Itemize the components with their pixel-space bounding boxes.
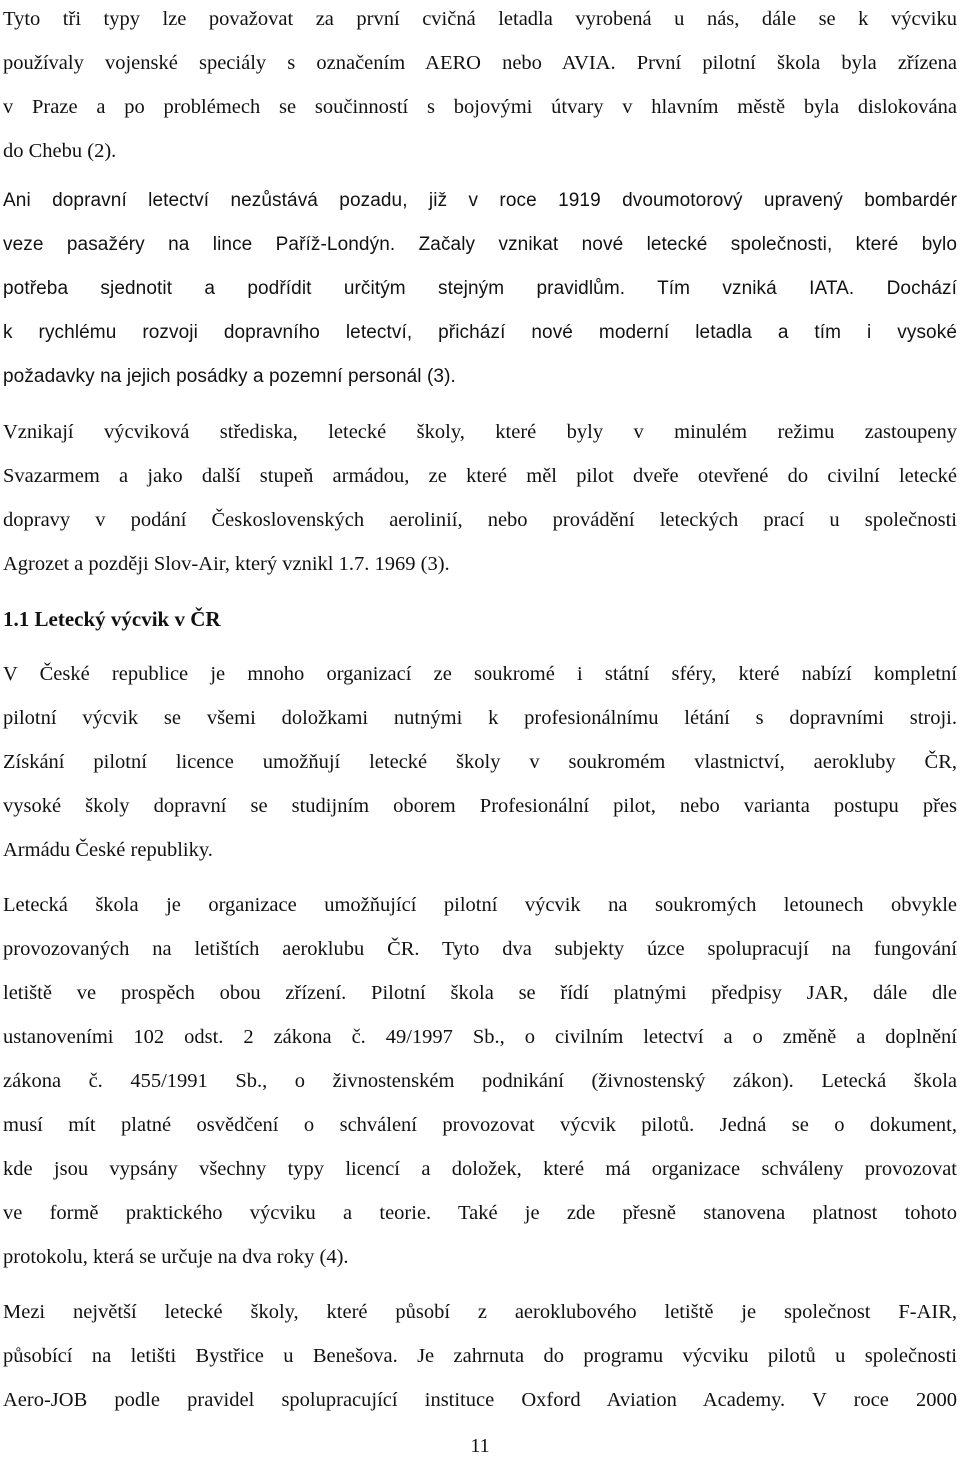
text-line: provozovaných na letištích aeroklubu ČR. Tyto dva subjekty úzce spolupracují na fungování [3, 938, 957, 960]
text-line: V České republice je mnoho organizací ze soukromé i státní sféry, které nabízí kompletní [3, 663, 957, 685]
text-line: vysoké školy dopravní se studijním oborem Profesionální pilot, nebo varianta postupu přes [3, 795, 957, 817]
text-line: Armádu České republiky. [3, 839, 213, 861]
text-line: Vznikají výcviková střediska, letecké školy, které byly v minulém režimu zastoupeny [3, 421, 957, 443]
text-line: k rychlému rozvoji dopravního letectví, přichází nové moderní letadla a tím i vysoké [3, 322, 957, 343]
text-line: kde jsou vypsány všechny typy licencí a doložek, které má organizace schváleny provozovat [3, 1158, 957, 1180]
text-line: požadavky na jejich posádky a pozemní personál (3). [3, 366, 456, 387]
text-line: do Chebu (2). [3, 140, 117, 162]
text-line: Aero-JOB podle pravidel spolupracující instituce Oxford Aviation Academy. V roce 2000 [3, 1389, 957, 1411]
text-line: musí mít platné osvědčení o schválení provozovat výcvik pilotů. Jedná se o dokument, [3, 1114, 957, 1136]
text-line: Letecká škola je organizace umožňující pilotní výcvik na soukromých letounech obvykle [3, 894, 957, 916]
text-line: protokolu, která se určuje na dva roky (4). [3, 1246, 349, 1268]
text-line: zákona č. 455/1991 Sb., o živnostenském podnikání (živnostenský zákon). Letecká škola [3, 1070, 957, 1092]
section-heading: 1.1 Letecký výcvik v ČR [3, 607, 221, 631]
text-line: veze pasažéry na lince Paříž-Londýn. Začaly vznikat nové letecké společnosti, které bylo [3, 234, 957, 255]
text-line: působící na letišti Bystřice u Benešova. Je zahrnuta do programu výcviku pilotů u společnosti [3, 1345, 957, 1367]
text-line: ustanoveními 102 odst. 2 zákona č. 49/1997 Sb., o civilním letectví a o změně a doplnění [3, 1026, 957, 1048]
text-line: Ani dopravní letectví nezůstává pozadu, již v roce 1919 dvoumotorový upravený bombardér [3, 190, 957, 211]
text-line: používaly vojenské speciály s označením AERO nebo AVIA. První pilotní škola byla zřízena [3, 52, 957, 74]
text-line: letiště ve prospěch obou zřízení. Pilotní škola se řídí platnými předpisy JAR, dále dle [3, 982, 957, 1004]
text-line: potřeba sjednotit a podřídit určitým stejným pravidlům. Tím vzniká IATA. Dochází [3, 278, 957, 299]
text-line: Agrozet a později Slov-Air, který vznikl 1.7. 1969 (3). [3, 553, 450, 575]
text-line: Získání pilotní licence umožňují letecké školy v soukromém vlastnictví, aerokluby ČR, [3, 751, 957, 773]
text-line: Tyto tři typy lze považovat za první cvičná letadla vyrobená u nás, dále se k výcviku [3, 8, 957, 30]
text-line: ve formě praktického výcviku a teorie. Také je zde přesně stanovena platnost tohoto [3, 1202, 957, 1224]
text-line: Mezi největší letecké školy, které působí z aeroklubového letiště je společnost F-AIR, [3, 1301, 957, 1323]
text-line: dopravy v podání Československých aerolinií, nebo provádění leteckých prací u společnosti [3, 509, 957, 531]
text-line: Svazarmem a jako další stupeň armádou, ze které měl pilot dveře otevřené do civilní letecké [3, 465, 957, 487]
page-number: 11 [470, 1435, 490, 1457]
text-line: pilotní výcvik se všemi doložkami nutnými k profesionálnímu létání s dopravními stroji. [3, 707, 957, 729]
text-line: v Praze a po problémech se součinností s bojovými útvary v hlavním městě byla dislokována [3, 96, 957, 118]
